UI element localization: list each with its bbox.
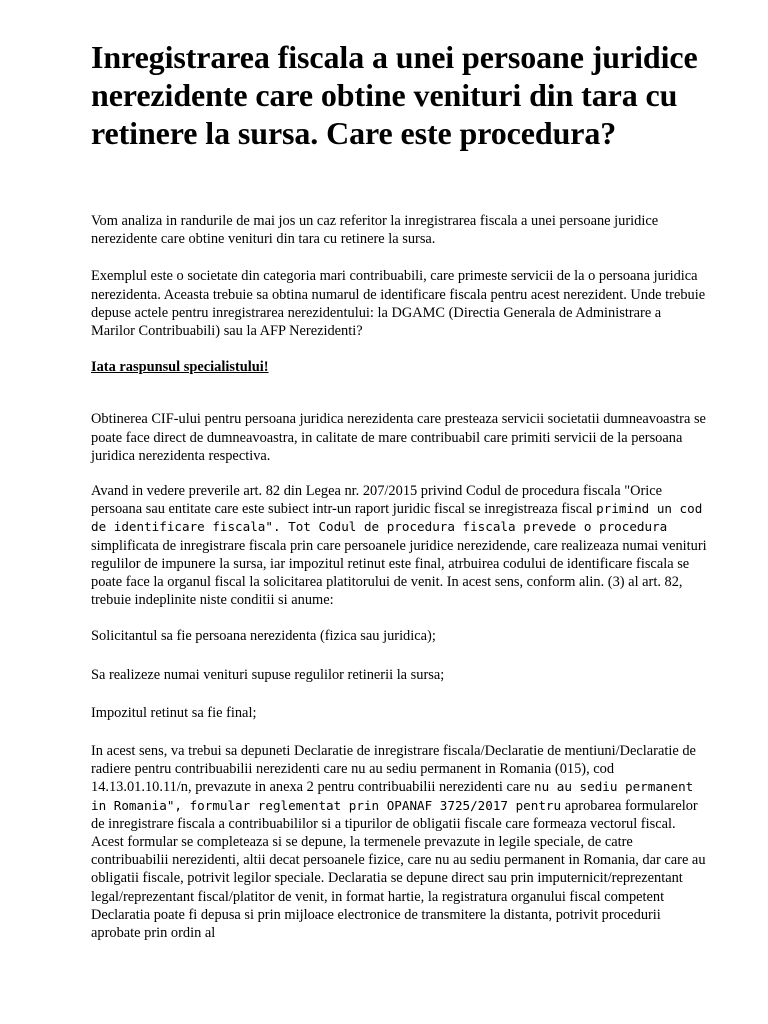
legal-basis-text-a: Avand in vedere preverile art. 82 din Legea nr. 207/2015 privind Codul de procedura fiscala "Orice persoana sau entitate care este subiect intr-un raport juridic fiscal se inregistreaza fiscal (91, 483, 663, 518)
declaration-text-a: In acest sens, va trebui sa depuneti Declaratie de inregistrare fiscala/Declaratie de mentiuni/Declaratie de radiere pentru contribuabilii nerezidenti care nu au sediu permanent in Romania (015), cod 14.13.01.10.11/n, prevazute in anexa 2 pentru contribuabilii nerezidenti care (91, 743, 696, 796)
condition-3: Impozitul retinut sa fie final; (91, 704, 257, 721)
intro-paragraph: Vom analiza in randurile de mai jos un caz referitor la inregistrarea fiscala a unei persoane juridice nerezidente care obtine venituri din tara cu retinere la sursa. (91, 213, 659, 248)
question-paragraph: Exemplul este o societate din categoria mari contribuabili, care primeste servicii de la o persoana juridica nerezidenta. Aceasta trebuie sa obtina numarul de identificare fiscala pentru acest nerezident. Unde trebuie depuse actele pentru inregistrarea nerezidentului: la DGAMC (Directia Generala de Administrare a Marilor Contribuabili) sau la AFP Nerezidenti? (91, 268, 706, 340)
legal-basis-text-mono: primind un cod de identificare fiscala". Tot Codul de procedura fiscala prevede o procedura (91, 501, 703, 535)
declaration-text-b: aprobarea formularelor de inregistrare fiscala a contribuabililor si a tipurilor de obligatii fiscale care formeaza vectorul fiscal. Acest formular se completeaza si se depune, la termenele prevazute in legile speciale, de catre contribuabilii nerezidenti, altii decat persoanele fizice, care nu au sediu permanent in Romania, dar care au obligatii fiscale, potrivit legilor speciale. Declaratia se depune direct sau prin imputernicit/reprezentant legal/reprezentant fiscal/platitor de venit, in format hartie, la registratura organului fiscal competent Declaratia poate fi depusa si prin mijloace electronice de transmitere la distanta, potrivit procedurii aprobate prin ordin al (91, 797, 706, 942)
answer-heading: Iata raspunsul specialistului! (91, 359, 269, 376)
legal-basis-text-b: simplificata de inregistrare fiscala prin care persoanele juridice nerezidende, care realizeaza numai venituri regulilor de impunere la sursa, iar impozitul retinut este final, atrbuirea codului de identificare fiscala se poate face la organul fiscal la solicitarea platitorului de venit. In acest sens, conform alin. (3) al art. 82, trebuie indeplinite niste conditii si anume: (91, 537, 707, 609)
legal-basis-paragraph (91, 482, 708, 609)
declaration-text-mono: nu au sediu permanent in Romania", formular reglementat prin OPANAF 3725/2017 pentru (91, 779, 694, 813)
document-title: Inregistrarea fiscala a unei persoane juridice nerezidente care obtine venituri din tara cu retinere la sursa. Care este procedura? (91, 39, 698, 151)
declaration-paragraph (91, 742, 708, 942)
condition-2: Sa realizeze numai venituri supuse regulilor retinerii la sursa; (91, 666, 445, 683)
condition-1: Solicitantul sa fie persoana nerezidenta (fizica sau juridica); (91, 628, 436, 645)
cif-paragraph: Obtinerea CIF-ului pentru persoana juridica nerezidenta care presteaza servicii societatii dumneavoastra se poate face direct de dumneavoastra, in calitate de mare contribuabil care primiti servicii de la persoana juridica nerezidenta respectiva. (91, 411, 706, 464)
